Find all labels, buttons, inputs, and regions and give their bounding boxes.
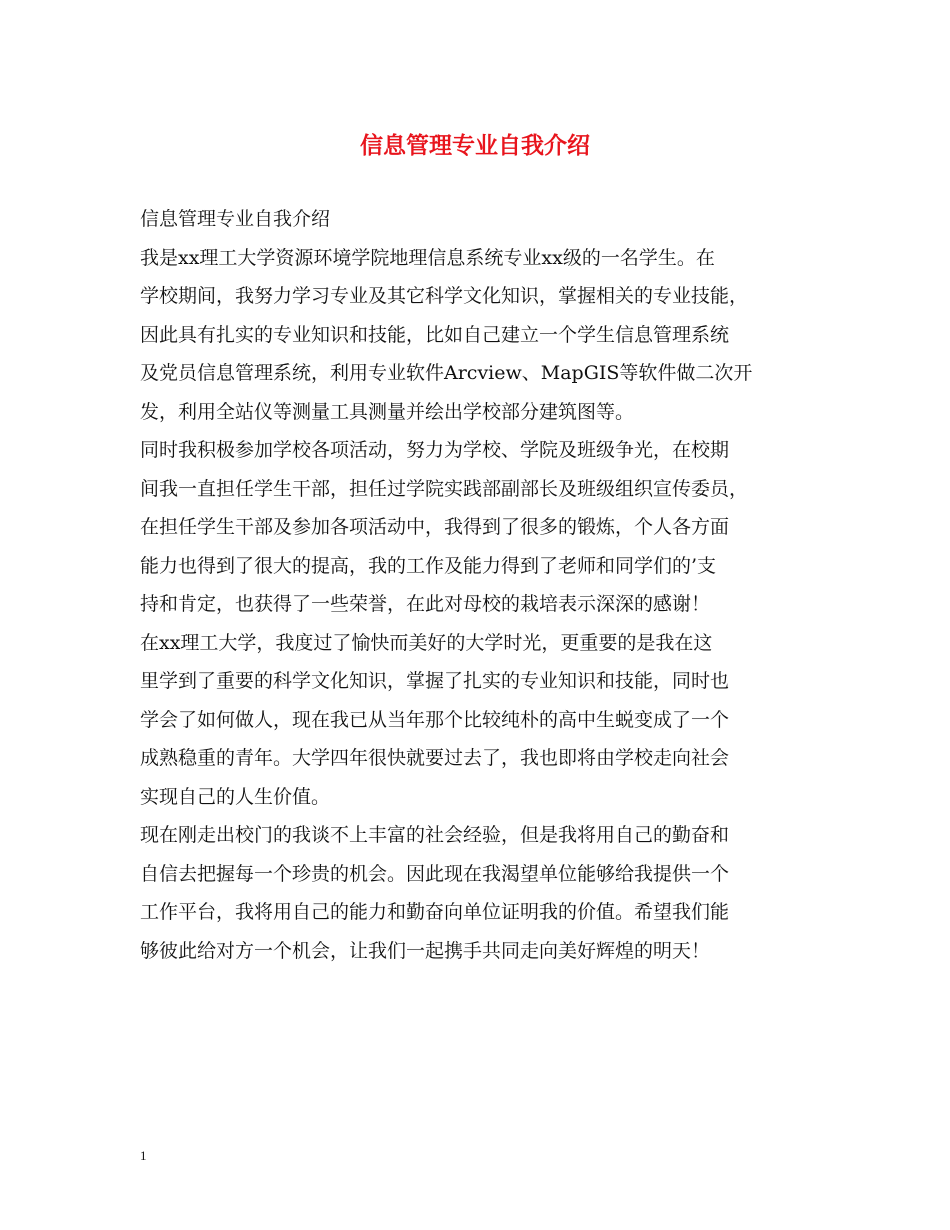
body-line: 信息管理专业自我介绍 [140, 208, 331, 230]
body-line: 现在刚走出校门的我谈不上丰富的社会经验，但是我将用自己的勤奋和 [140, 824, 730, 846]
body-line: 自信去把握每一个珍贵的机会。因此现在我渴望单位能够给我提供一个 [140, 862, 730, 885]
body-line: 因此具有扎实的专业知识和技能，比如自己建立一个学生信息管理系统 [140, 323, 730, 346]
body-line: 学会了如何做人，现在我已从当年那个比较纯朴的高中生蜕变成了一个 [140, 708, 730, 731]
body-line: 我是xx理工大学资源环境学院地理信息系统专业xx级的一名学生。在 [140, 246, 715, 269]
body-line: 够彼此给对方一个机会，让我们一起携手共同走向美好辉煌的明天！ [140, 939, 711, 962]
body-line: 实现自己的人生价值。 [140, 785, 331, 808]
document-body [140, 200, 816, 970]
body-line: 发，利用全站仪等测量工具测量并绘出学校部分建筑图等。 [140, 400, 635, 423]
body-line: 学校期间，我努力学习专业及其它科学文化知识，掌握相关的专业技能， [140, 285, 749, 307]
body-line: 在担任学生干部及参加各项活动中，我得到了很多的锻炼，个人各方面 [140, 516, 730, 538]
document-title: 信息管理专业自我介绍 [360, 132, 590, 159]
page-number: 1 [140, 1148, 147, 1163]
body-line: 成熟稳重的青年。大学四年很快就要过去了，我也即将由学校走向社会 [140, 747, 730, 769]
body-line: 持和肯定，也获得了一些荣誉，在此对母校的栽培表示深深的感谢！ [140, 593, 711, 615]
body-line: 间我一直担任学生干部，担任过学院实践部副部长及班级组织宣传委员， [140, 477, 749, 500]
body-line: 在xx理工大学，我度过了愉快而美好的大学时光，更重要的是我在这 [140, 631, 713, 654]
body-line: 及党员信息管理系统，利用专业软件Arcview、MapGIS等软件做二次开 [140, 362, 753, 384]
body-line: 里学到了重要的科学文化知识，掌握了扎实的专业知识和技能，同时也 [140, 670, 730, 692]
body-line: 能力也得到了很大的提高，我的工作及能力得到了老师和同学们的’支 [140, 554, 717, 577]
body-line: 同时我积极参加学校各项活动，努力为学校、学院及班级争光，在校期 [140, 439, 730, 461]
body-line: 工作平台，我将用自己的能力和勤奋向单位证明我的价值。希望我们能 [140, 901, 730, 923]
